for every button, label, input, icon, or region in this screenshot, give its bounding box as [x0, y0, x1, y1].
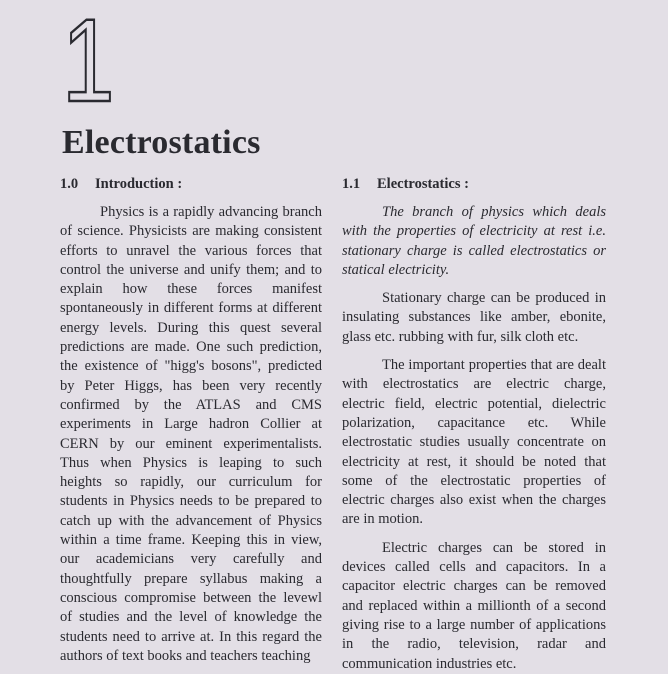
section-title-intro: Introduction :: [95, 176, 183, 192]
section-heading-intro: [60, 176, 182, 193]
definition-paragraph: The branch of physics which deals with the properties of electricity at rest i.e. stationary charge is called electrostatics or statical electricity.: [342, 204, 606, 278]
intro-paragraph: Physics is a rapidly advancing branch of science. Physicists are making consistent efforts to unravel the various forces that control the universe and unify them; and to explain how these forces manifest spontaneously in different forms at different energy levels. During this quest several predictions are made. One such prediction, the existence of "higg's bosons", predicted by Peter Higgs, has been very recently confirmed by the ATLAS and CMS experiments in Large hadron Collier at CERN by our eminent experimentalists. Thus when Physics is leaping to such heights so rapidly, our curriculum for students in Physics needs to be prepared to catch up with the advancement of Physics within a time frame. Keeping this in view, our academicians very carefully and thoughtfully prepare syllabus making a conscious compromise between the levewl of studies and the level of knowledge the students need to arrive at. In this regard the authors of text books and teachers teaching: [60, 204, 322, 664]
section-number-intro: 1.0: [60, 176, 79, 192]
chapter-title: Electrostatics: [62, 124, 261, 161]
left-column: [60, 203, 322, 666]
section-number-electrostatics: 1.1: [342, 176, 361, 192]
chapter-number: 1: [62, 0, 115, 127]
section-title-electrostatics: Electrostatics :: [377, 176, 469, 192]
right-column: [342, 203, 606, 674]
stationary-charge-paragraph: Stationary charge can be produced in insulating substances like amber, ebonite, glass etc. rubbing with fur, silk cloth etc.: [342, 290, 606, 345]
section-heading-electrostatics: [342, 176, 469, 193]
properties-paragraph: The important properties that are dealt with electrostatics are electric charge, electric field, electric potential, dielectric polarization, capacitance etc. While electrostatic studies usually concentrate on electricity at rest, it should be noted that some of the electrostatic properties of electric charges also exist when the charges are in motion.: [342, 357, 606, 528]
storage-paragraph: Electric charges can be stored in devices called cells and capacitors. In a capacitor electric charges can be removed and replaced within a millionth of a second giving rise to a large number of applications in the radio, television, radar and communication industries etc.: [342, 539, 606, 672]
